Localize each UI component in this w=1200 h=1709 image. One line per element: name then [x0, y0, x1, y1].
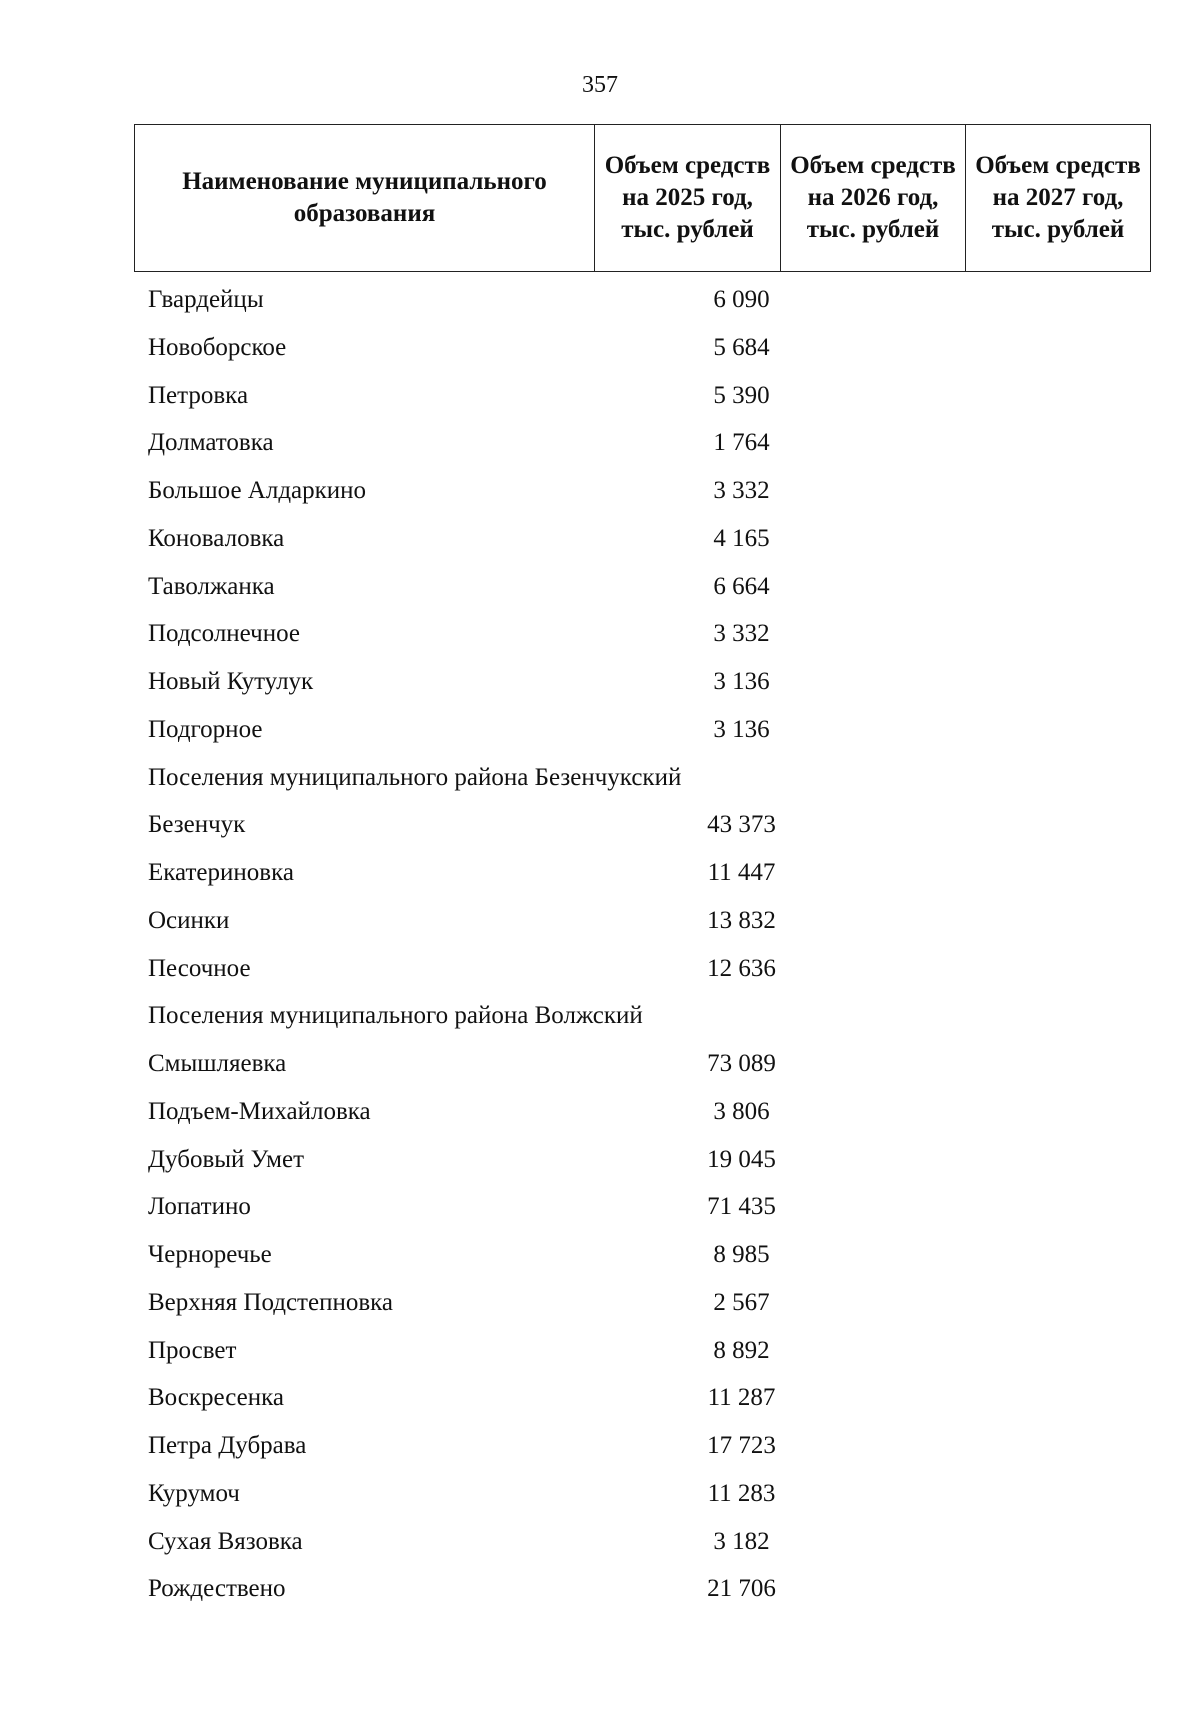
municipality-name: Смышляевка: [148, 1050, 287, 1077]
volume-2025: 21 706: [707, 1575, 776, 1603]
municipality-name: Воскресенка: [148, 1384, 284, 1412]
volume-2025: 8 892: [713, 1336, 770, 1364]
table-row: [134, 1183, 1150, 1231]
municipality-name: Долматовка: [148, 429, 274, 457]
volume-2025: 73 089: [707, 1050, 776, 1077]
municipality-name: Сухая Вязовка: [148, 1527, 303, 1555]
municipality-name: Курумоч: [148, 1479, 240, 1507]
table-row: [134, 706, 1150, 754]
table-row: [134, 1136, 1150, 1184]
municipality-name: Осинки: [148, 906, 230, 934]
table-row: [134, 563, 1150, 611]
municipality-name: Просвет: [148, 1336, 237, 1364]
volume-2025: 3 182: [713, 1527, 770, 1555]
municipality-name: Подъем-Михайловка: [148, 1097, 371, 1125]
table-body: [134, 276, 1150, 1613]
volume-2025: 6 090: [713, 286, 770, 313]
table-row: [134, 467, 1150, 515]
municipality-name: Черноречье: [148, 1241, 272, 1268]
municipality-name: Подсолнечное: [148, 620, 301, 648]
municipality-name: Таволжанка: [148, 572, 275, 600]
municipality-name: Рождествено: [148, 1575, 286, 1603]
municipality-name: Большое Алдаркино: [148, 477, 367, 504]
volume-2025: 3 332: [713, 620, 770, 648]
volume-2025: 71 435: [707, 1193, 776, 1221]
section-heading-row: [134, 754, 1150, 802]
table-row: [134, 1327, 1150, 1375]
municipality-name: Верхняя Подстепновка: [148, 1288, 393, 1316]
municipality-name: Петра Дубрава: [148, 1432, 307, 1459]
volume-2025: 6 664: [713, 572, 770, 600]
volume-2025: 2 567: [713, 1288, 770, 1316]
table-row: [134, 945, 1150, 993]
volume-2025: 19 045: [707, 1145, 776, 1173]
table-row: [134, 515, 1150, 563]
municipality-name: Новоборское: [148, 333, 287, 361]
municipality-name: Петровка: [148, 381, 249, 409]
table-header: [134, 124, 1151, 272]
table-row: [134, 324, 1150, 372]
volume-2025: 8 985: [713, 1241, 770, 1268]
table-row: [134, 1231, 1150, 1279]
municipality-name: Лопатино: [148, 1193, 251, 1221]
volume-2025: 3 136: [713, 668, 770, 695]
table-row: [134, 1422, 1150, 1470]
header-volume-2026: Объем средств на 2026 год, тыс. рублей: [781, 125, 966, 272]
volume-2025: 3 332: [713, 477, 770, 504]
header-municipality: Наименование муниципального образования: [135, 125, 595, 272]
volume-2025: 3 136: [713, 715, 770, 743]
volume-2025: 11 287: [707, 1384, 776, 1412]
table-row: [134, 1565, 1150, 1613]
volume-2025: 5 390: [713, 381, 770, 409]
table-row: [134, 1040, 1150, 1088]
municipality-name: Безенчук: [148, 811, 246, 839]
municipality-name: Песочное: [148, 954, 251, 982]
volume-2025: 11 447: [707, 859, 776, 886]
volume-2025: 11 283: [707, 1479, 776, 1507]
section-heading: Поселения муниципального района Волжский: [148, 1002, 643, 1030]
section-heading-row: [134, 992, 1150, 1040]
header-volume-2027: Объем средств на 2027 год, тыс. рублей: [966, 125, 1151, 272]
volume-2025: 4 165: [713, 524, 770, 552]
table-row: [134, 276, 1150, 324]
volume-2025: 43 373: [707, 811, 776, 839]
municipality-name: Екатериновка: [148, 859, 294, 886]
table-row: [134, 1518, 1150, 1566]
section-heading: Поселения муниципального района Безенчукский: [148, 763, 682, 791]
volume-2025: 1 764: [713, 429, 770, 457]
table-row: [134, 801, 1150, 849]
table-row: [134, 1088, 1150, 1136]
table-row: [134, 658, 1150, 706]
volume-2025: 3 806: [713, 1097, 770, 1125]
municipality-name: Новый Кутулук: [148, 668, 314, 695]
table-row: [134, 1279, 1150, 1327]
table-row: [134, 1374, 1150, 1422]
table-row: [134, 849, 1150, 897]
volume-2025: 5 684: [713, 333, 770, 361]
page-number: 357: [582, 72, 618, 98]
table-row: [134, 1470, 1150, 1518]
municipality-name: Коноваловка: [148, 524, 285, 552]
table-row: [134, 372, 1150, 420]
volume-2025: 17 723: [707, 1432, 776, 1459]
volume-2025: 13 832: [707, 906, 776, 934]
municipality-name: Подгорное: [148, 715, 263, 743]
municipality-name: Гвардейцы: [148, 286, 264, 313]
municipality-name: Дубовый Умет: [148, 1145, 305, 1173]
header-volume-2025: Объем средств на 2025 год, тыс. рублей: [595, 125, 781, 272]
table-row: [134, 897, 1150, 945]
table-row: [134, 419, 1150, 467]
volume-2025: 12 636: [707, 954, 776, 982]
table-row: [134, 610, 1150, 658]
